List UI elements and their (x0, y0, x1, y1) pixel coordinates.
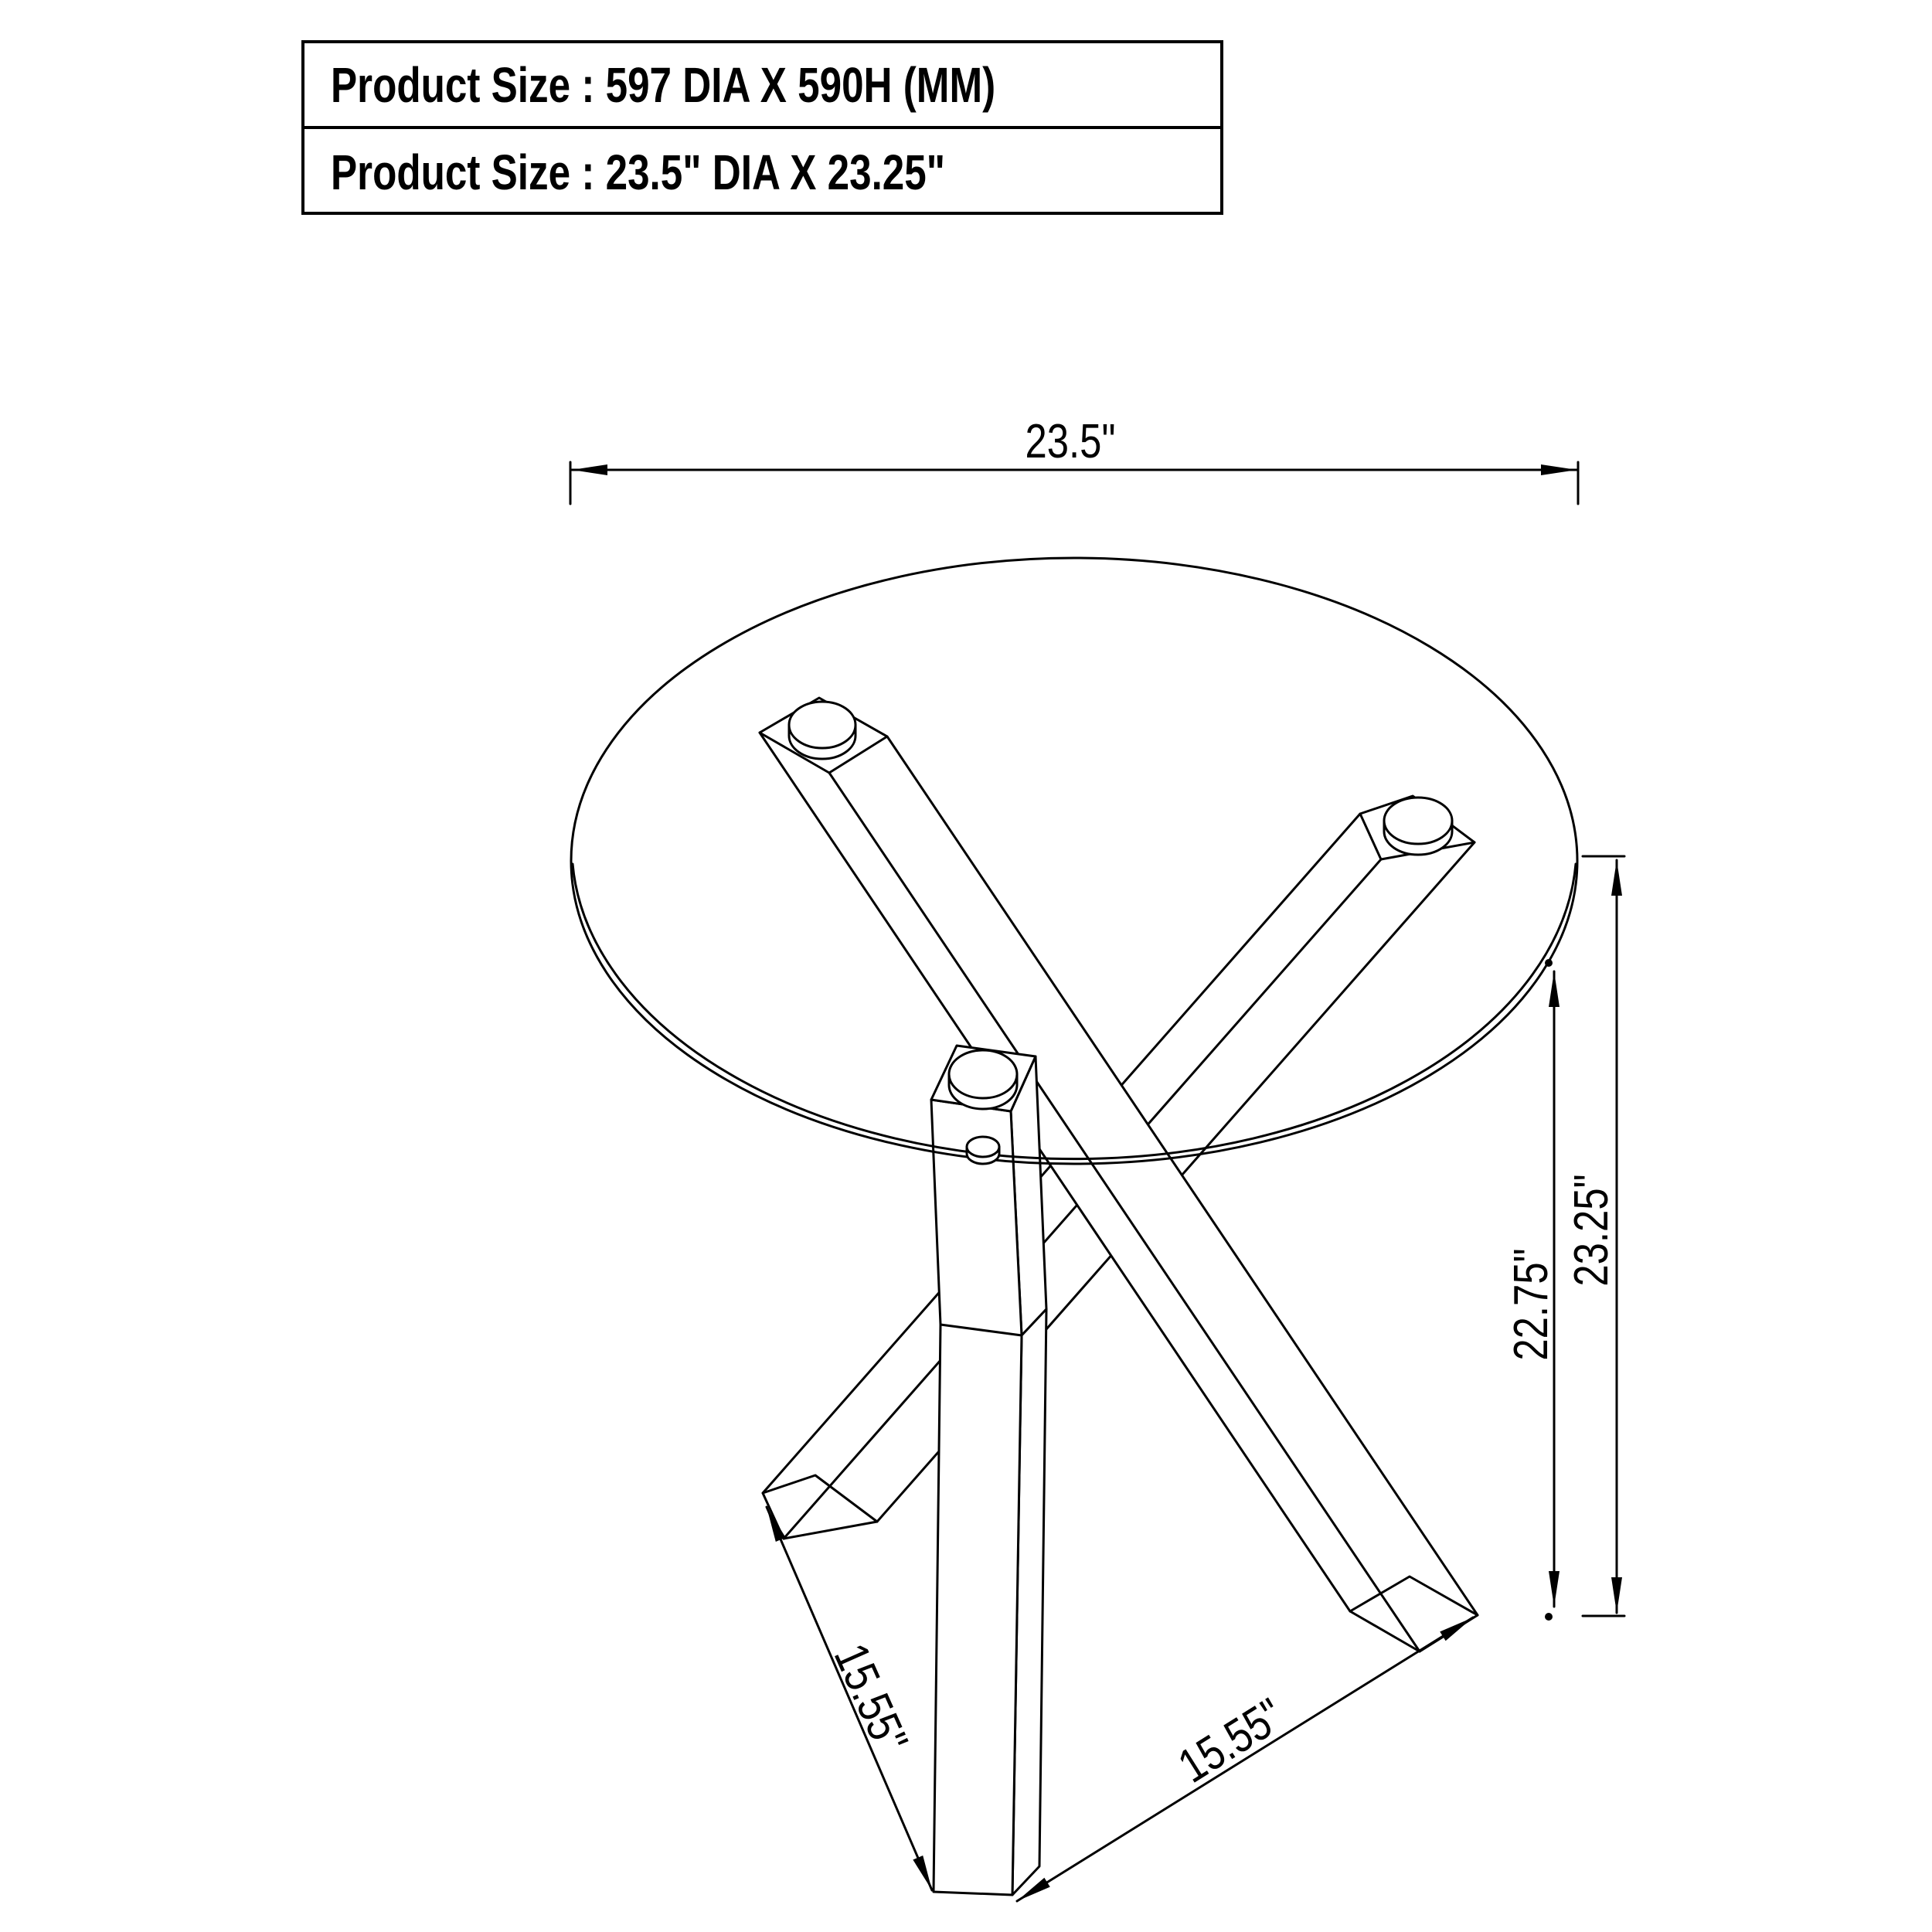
label-foot-span-right: 15.55" (1169, 1689, 1294, 1794)
label-underside-height: 22.75" (1505, 1248, 1559, 1361)
product-size-mm-text: Product Size : 597 DIA X 590H (MM) (331, 56, 996, 113)
product-size-inch-text: Product Size : 23.5" DIA X 23.25" (331, 144, 946, 200)
label-foot-span-left: 15.55" (823, 1636, 918, 1761)
label-top-diameter: 23.5" (1025, 415, 1116, 469)
glass-bumper-pad (967, 1137, 999, 1164)
leg-front (931, 1056, 1046, 1895)
label-overall-height: 23.25" (1565, 1174, 1619, 1287)
